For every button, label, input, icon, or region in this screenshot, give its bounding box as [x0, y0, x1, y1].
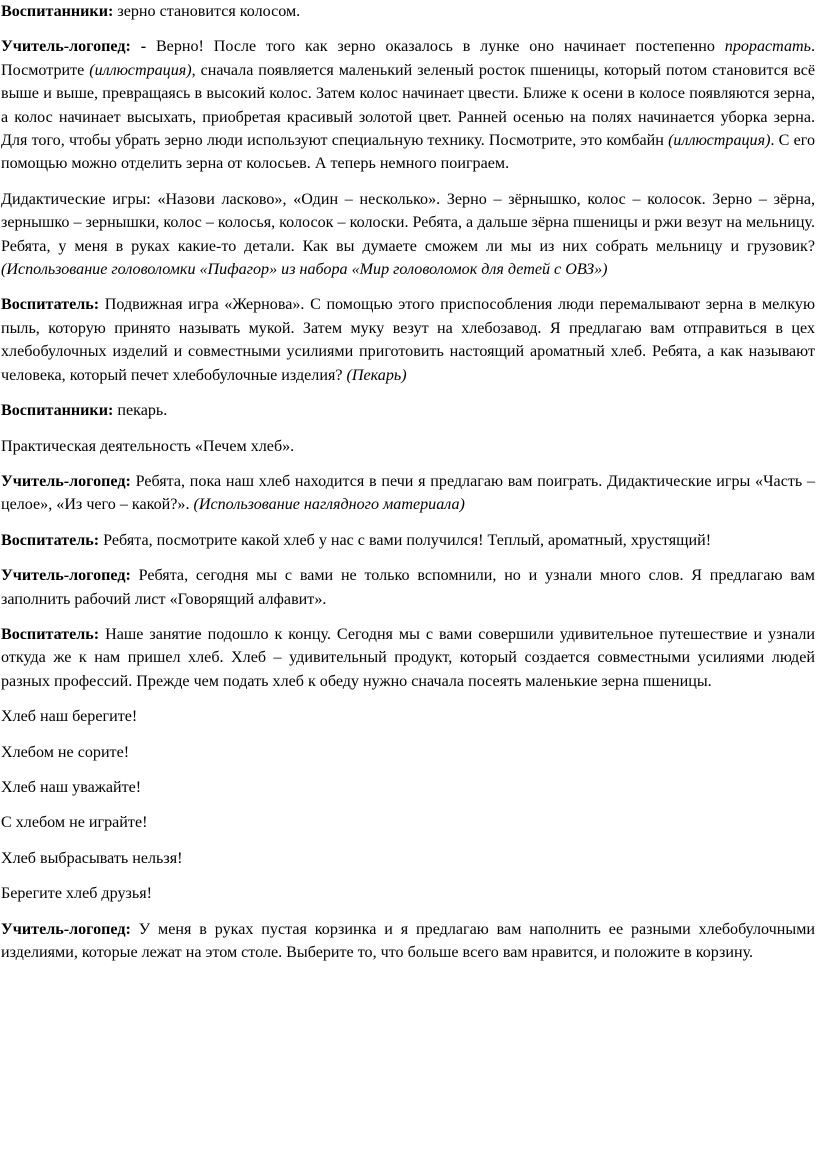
speaker-label: Воспитатель:: [1, 296, 100, 314]
speaker-label: Учитель-логопед:: [1, 472, 131, 490]
paragraph: [1, 811, 815, 834]
paragraph: [1, 623, 815, 693]
paragraph-text: Ребята, сегодня мы с вами не только вспомнили, но и узнали много слов. Я предлагаю вам заполнить рабочий лист «Говорящий алфавит».: [1, 567, 815, 608]
italic-note: (иллюстрация): [668, 132, 771, 150]
paragraph-text: Дидактические игры: «Назови ласково», «Один – несколько». Зерно – зёрнышко, колос – колосок. Зерно – зёрна, зернышко – зернышки, колос – колосья, колосок – колоски. Ребята, а дальше зёрна пшеницы и ржи везут на мельницу. Ребята, у меня в руках какие-то детали. Как вы думаете сможем ли мы из них собрать мельницу и грузовик?: [1, 190, 815, 255]
speaker-label: Воспитанники:: [1, 402, 114, 420]
paragraph-text: Верно! После того как зерно оказалось в лунке оно начинает постепенно: [146, 38, 725, 56]
paragraph-text: . С его помощью можно отделить зерна от колосьев. А теперь немного поиграем.: [1, 132, 815, 173]
paragraph-text: Ребята, пока наш хлеб находится в печи я предлагаю вам поиграть. Дидактические игры «Часть – целое», «Из чего – какой?».: [1, 472, 815, 514]
paragraph: [1, 470, 815, 517]
paragraph-text: У меня в руках пустая корзинка и я предлагаю вам наполнить ее разными хлебобулочными изделиями, которые лежат на этом столе. Выберите то, что больше всего вам нравится, и положите в корзину.: [1, 920, 815, 961]
speaker-label: Воспитатель:: [1, 531, 100, 549]
paragraph: [1, 882, 815, 905]
paragraph-text: Подвижная игра «Жернова». С помощью этого приспособления люди перемалывают зерна в мелкую пыль, которую принято называть мукой. Затем муку везут на хлебозавод. Я предлагаю вам отправиться в цех хлебобулочных изделий и совместными усилиями приготовить настоящий ароматный хлеб. Ребята, а как называют человека, который печет хлебобулочные изделия?: [1, 296, 815, 384]
paragraph-text: Хлеб наш уважайте!: [1, 778, 142, 796]
paragraph-text: Берегите хлеб друзья!: [1, 885, 152, 903]
italic-note: (Использование наглядного материала): [193, 496, 465, 514]
italic-note: (иллюстрация): [89, 61, 192, 79]
paragraph-text: Наше занятие подошло к концу. Сегодня мы с вами совершили удивительное путешествие и узнали откуда же к нам пришел хлеб. Хлеб – удивительный продукт, который создается совместными усилиями людей разных профессий. Прежде чем подать хлеб к обеду нужно сначала посеять маленькие зерна пшеницы.: [1, 625, 815, 690]
paragraph: [1, 741, 815, 764]
italic-note: (Использование головоломки «Пифагор» из набора «Мир головоломок для детей с ОВЗ»): [1, 261, 608, 279]
paragraph: [1, 847, 815, 870]
paragraph-text: Хлеб наш берегите!: [1, 708, 138, 726]
paragraph: [1, 188, 815, 282]
italic-note: (Пекарь): [346, 366, 407, 384]
paragraph-text: . Посмотрите: [1, 38, 815, 79]
paragraph: [1, 399, 815, 422]
paragraph-text: Практическая деятельность «Печем хлеб».: [1, 437, 295, 455]
speaker-label: Воспитанники:: [1, 3, 114, 20]
paragraph-text: пекарь.: [113, 402, 168, 420]
paragraph-text: Хлеб выбрасывать нельзя!: [1, 849, 183, 867]
italic-note: прорастать: [724, 38, 811, 56]
paragraph: [1, 0, 815, 23]
paragraph: [1, 776, 815, 799]
speaker-label: Учитель-логопед: -: [1, 38, 147, 56]
paragraph: [1, 293, 815, 387]
paragraph: [1, 435, 815, 458]
paragraph-text: Хлебом не сорите!: [1, 743, 130, 761]
paragraph: [1, 529, 815, 552]
paragraph: [1, 35, 815, 175]
document-body: [1, 0, 815, 964]
paragraph-text: зерно становится колосом.: [113, 3, 301, 20]
paragraph: [1, 918, 815, 965]
speaker-label: Учитель-логопед:: [1, 920, 131, 938]
speaker-label: Воспитатель:: [1, 625, 100, 643]
speaker-label: Учитель-логопед:: [1, 567, 131, 585]
paragraph: [1, 564, 815, 611]
paragraph-text: Ребята, посмотрите какой хлеб у нас с вами получился! Теплый, ароматный, хрустящий!: [99, 531, 712, 549]
paragraph: [1, 705, 815, 728]
paragraph-text: , сначала появляется маленький зеленый росток пшеницы, который потом становится всё выше и выше, превращаясь в высокий колос. Затем колос начинает цвести. Ближе к осени в колосе появляются зерна, а колос начинает высыхать, приобретая красивый золотой цвет. Ранней осенью на полях начинается уборка зерна. Для того, чтобы убрать зерно люди используют специальную технику. Посмотрите, это комбайн: [1, 61, 815, 150]
paragraph-text: С хлебом не играйте!: [1, 814, 148, 832]
